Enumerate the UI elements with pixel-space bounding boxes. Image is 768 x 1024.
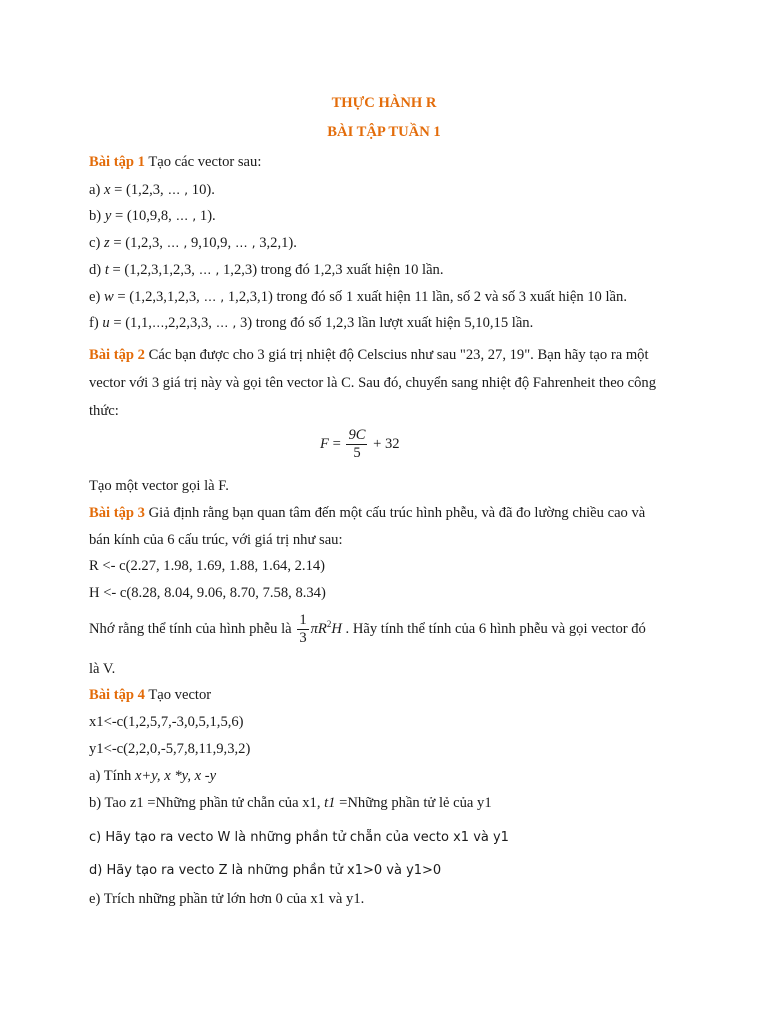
- ex4-b: [89, 794, 708, 812]
- ex4-a: [89, 767, 708, 785]
- ellipsis: … ,: [163, 182, 189, 197]
- ex4-d: d) Hãy tạo ra vecto Z là những phần tử x1>0 và y1>0: [89, 863, 442, 878]
- ellipsis: … ,: [211, 315, 237, 330]
- ex1-a: [89, 181, 708, 199]
- ex3-end: là V.: [89, 661, 116, 677]
- item-prefix: a): [89, 182, 104, 198]
- fraction-denominator: 3: [299, 630, 307, 646]
- volume-fraction: [297, 612, 308, 647]
- doc-title: THỰC HÀNH R: [331, 95, 437, 111]
- ex4-y1: y1<-c(2,2,0,-5,7,8,11,9,3,2): [89, 741, 251, 757]
- item-text: = (1,2,3,1,2,3,: [108, 262, 195, 278]
- ex3-r: R <- c(2.27, 1.98, 1.69, 1.88, 1.64, 2.14): [89, 558, 326, 574]
- formula-lhs: F: [320, 435, 329, 452]
- ex4-c: c) Hãy tạo ra vecto W là những phần tử chẵn của vecto x1 và y1: [89, 830, 509, 845]
- ex2-line1: [89, 346, 708, 364]
- fraction-numerator: 9C: [348, 427, 366, 443]
- ex3-volume-line: [89, 612, 646, 647]
- ex4-x1: x1<-c(1,2,5,7,-3,0,5,1,5,6): [89, 714, 244, 730]
- item-text: 10).: [188, 182, 215, 198]
- formula-equals: =: [328, 435, 345, 452]
- item-text: a) Tính: [89, 768, 135, 784]
- ex1-c: [89, 234, 708, 252]
- item-text: =Những phần tử lẻ của y1: [335, 795, 492, 811]
- item-prefix: b): [89, 208, 105, 224]
- ex2-after: Tạo một vector gọi là F.: [89, 478, 229, 494]
- formula-h: H: [331, 620, 342, 637]
- item-text: = (1,2,3,: [109, 235, 163, 251]
- item-text: = (1,2,3,: [110, 182, 164, 198]
- variable: t1: [324, 795, 336, 811]
- variable: t: [104, 262, 109, 278]
- item-text: 1,2,3) trong đó 1,2,3 xuất hiện 10 lần.: [219, 262, 444, 278]
- item-text: 3) trong đó số 1,2,3 lần lượt xuất hiện 5,10,15 lần.: [236, 315, 534, 331]
- paragraph-text: . Hãy tính thể tính của 6 hình phễu và gọi vector đó: [341, 620, 646, 637]
- formula-pi-r: πR: [310, 620, 327, 637]
- item-text: = (1,1,: [109, 315, 152, 331]
- expression: x+y, x *y, x -y: [134, 768, 217, 784]
- item-text: ,2,2,3,3,: [164, 315, 212, 331]
- ex1-heading: [89, 153, 708, 171]
- ex3-label: Bài tập 3: [89, 505, 145, 521]
- ellipsis: … ,: [194, 262, 220, 277]
- variable: y: [104, 208, 112, 224]
- ex1-d: [89, 261, 708, 279]
- ex4-e: e) Trích những phần tử lớn hơn 0 của x1 và y1.: [89, 891, 365, 907]
- ellipsis: … ,: [199, 289, 225, 304]
- paragraph-text: Giả định rằng bạn quan tâm đến một cấu trúc hình phễu, và đã đo lường chiều cao và: [144, 505, 646, 521]
- ex4-heading: [89, 686, 708, 704]
- variable: u: [102, 315, 110, 331]
- paragraph-text: Nhớ rằng thể tính của hình phễu là: [89, 620, 296, 637]
- ellipsis: … ,: [171, 208, 197, 223]
- formula-rhs: + 32: [369, 435, 400, 452]
- paragraph-text: Các bạn được cho 3 giá trị nhiệt độ Celscius như sau "23, 27, 19". Bạn hãy tạo ra một: [144, 347, 649, 363]
- ex1-b: [89, 207, 708, 225]
- formula-fraction: [346, 427, 367, 462]
- item-text: b) Tao z1 =Những phần tử chẵn của x1,: [89, 795, 325, 811]
- ex2-label: Bài tập 2: [89, 347, 145, 363]
- item-prefix: f): [89, 315, 103, 331]
- ex2-line3: thức:: [89, 403, 119, 419]
- fraction-numerator: 1: [299, 612, 307, 628]
- ex4-label: Bài tập 4: [89, 687, 145, 703]
- ex1-e: [89, 288, 708, 306]
- variable: z: [104, 235, 110, 251]
- variable: w: [104, 289, 114, 305]
- item-text: 1).: [196, 208, 216, 224]
- ex1-label: Bài tập 1: [89, 154, 145, 170]
- item-text: = (1,2,3,1,2,3,: [113, 289, 200, 305]
- variable: x: [104, 182, 111, 198]
- ex3-line2: bán kính của 6 cấu trúc, với giá trị như sau:: [89, 532, 343, 548]
- item-prefix: c): [89, 235, 104, 251]
- paragraph-text: Tạo vector: [144, 687, 212, 703]
- item-text: = (10,9,8,: [111, 208, 172, 224]
- item-prefix: d): [89, 262, 105, 278]
- ex3-h: H <- c(8.28, 8.04, 9.06, 8.70, 7.58, 8.34): [89, 585, 326, 601]
- ellipsis: …: [151, 315, 165, 330]
- formula-exponent: 2: [326, 618, 332, 629]
- ex3-line1: [89, 504, 708, 522]
- ex1-f: [89, 314, 708, 332]
- ex1-intro: Tạo các vector sau:: [148, 154, 262, 170]
- fraction-denominator: 5: [353, 445, 361, 461]
- doc-subtitle: BÀI TẬP TUẦN 1: [327, 124, 441, 140]
- item-text: 1,2,3,1) trong đó số 1 xuất hiện 11 lần, số 2 và số 3 xuất hiện 10 lần.: [224, 289, 627, 305]
- fahrenheit-formula: [320, 427, 400, 462]
- item-text: 3,2,1).: [255, 235, 297, 251]
- ellipsis: … ,: [231, 235, 256, 250]
- ellipsis: … ,: [162, 235, 188, 250]
- item-prefix: e): [89, 289, 104, 305]
- ex2-line2: vector với 3 giá trị này và gọi tên vector là C. Sau đó, chuyển sang nhiệt độ Fahrenheit theo công: [89, 375, 656, 391]
- item-text: 9,10,9,: [187, 235, 232, 251]
